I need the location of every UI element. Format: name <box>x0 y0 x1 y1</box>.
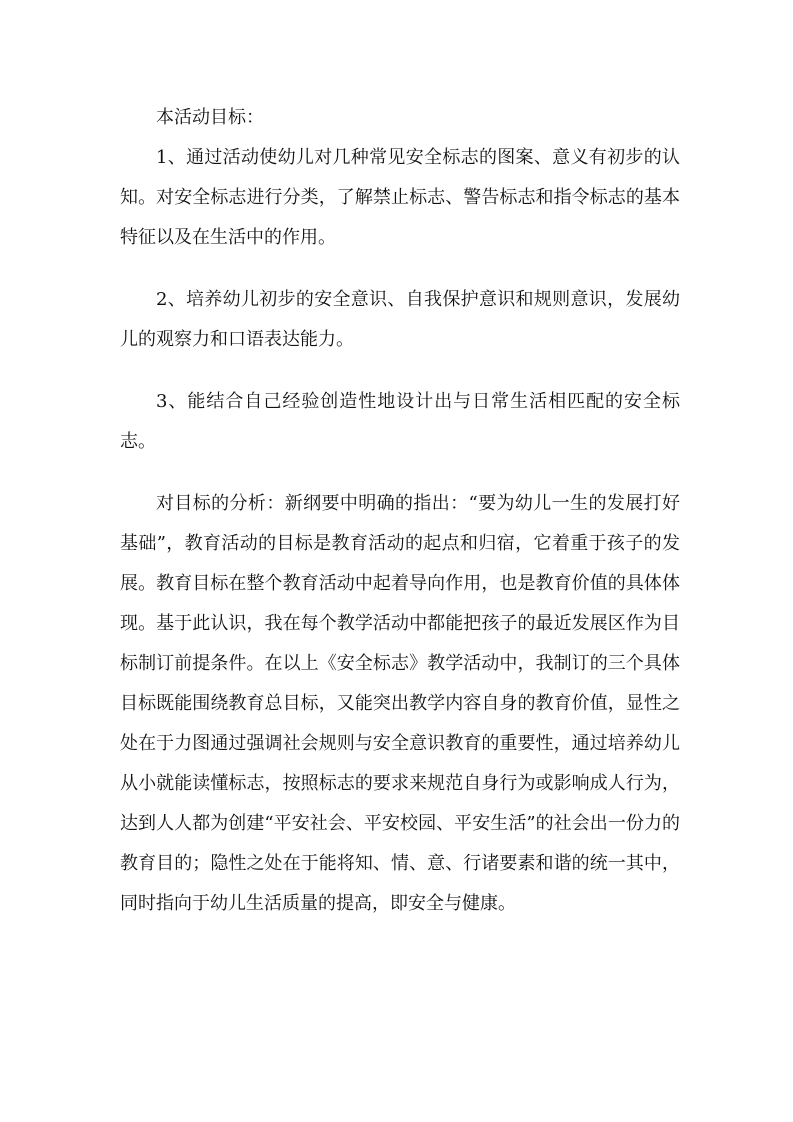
paragraph-gap <box>120 360 680 382</box>
paragraph-gap <box>120 462 680 484</box>
goals-heading: 本活动目标： <box>156 107 264 128</box>
paragraph-gap <box>120 258 680 280</box>
document-body <box>120 98 680 924</box>
goal-item-3: 3、能结合自己经验创造性地设计出与日常生活相匹配的安全标志。 <box>120 391 680 452</box>
goal-item-2: 2、培养幼儿初步的安全意识、自我保护意识和规则意识，发展幼儿的观察力和口语表达能力。 <box>120 289 680 350</box>
goal-analysis-paragraph: 对目标的分析：新纲要中明确的指出：“要为幼儿一生的发展打好基础”，教育活动的目标是教育活动的起点和归宿，它着重于孩子的发展。教育目标在整个教育活动中起着导向作用，也是教育价值的具体体现。基于此认识，我在每个教学活动中都能把孩子的最近发展区作为目标制订前提条件。在以上《安全标志》教学活动中，我制订的三个具体目标既能围绕教育总目标，又能突出教学内容自身的教育价值，显性之处在于力图通过强调社会规则与安全意识教育的重要性，通过培养幼儿从小就能读懂标志，按照标志的要求来规范自身行为或影响成人行为，达到人人都为创建“平安社会、平安校园、平安生活”的社会出一份力的教育目的；隐性之处在于能将知、情、意、行诸要素和谐的统一其中，同时指向于幼儿生活质量的提高，即安全与健康。 <box>120 493 680 914</box>
goal-item-1: 1、通过活动使幼儿对几种常见安全标志的图案、意义有初步的认知。对安全标志进行分类，了解禁止标志、警告标志和指令标志的基本特征以及在生活中的作用。 <box>120 147 680 248</box>
